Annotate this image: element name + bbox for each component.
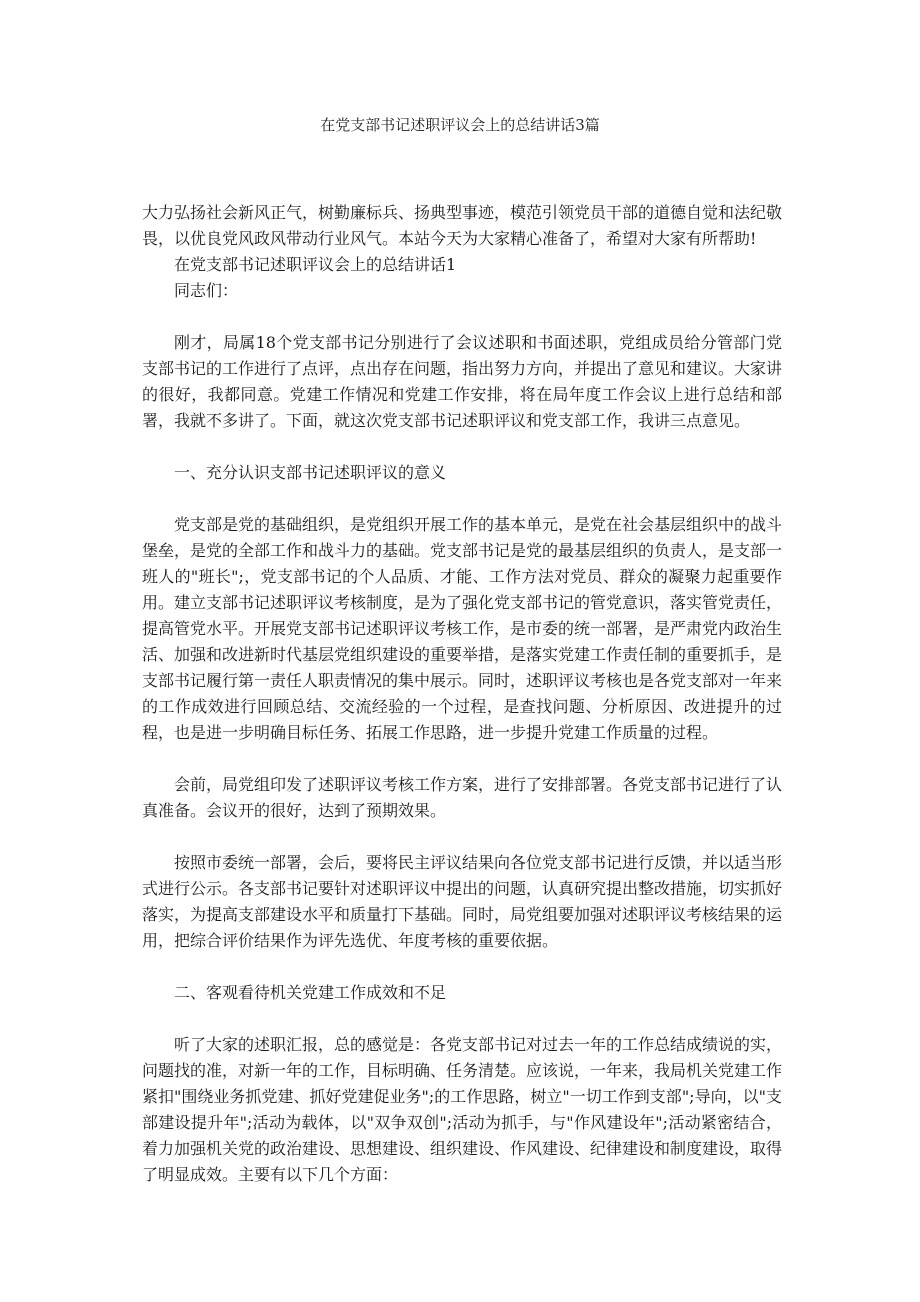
speech-subtitle: 在党支部书记述职评议会上的总结讲话1: [174, 255, 457, 274]
intro-paragraph: 大力弘扬社会新风正气，树勤廉标兵、扬典型事迹，模范引领党员干部的道德自觉和法纪敬畏，以优良党风政风带动行业风气。本站今天为大家精心准备了，希望对大家有所帮助!: [142, 203, 783, 248]
paragraph-followup: 按照市委统一部署，会后，要将民主评议结果向各位党支部书记进行反馈，并以适当形式进行公示。各支部书记要针对述职评议中提出的问题，认真研究提出整改措施，切实抓好落实，为提高支部建设水平和质量打下基础。同时，局党组要加强对述职评议考核结果的运用，把综合评价结果作为评先选优、年度考核的重要依据。: [142, 853, 783, 950]
section-heading-2: 二、客观看待机关党建工作成效和不足: [174, 983, 447, 1002]
paragraph-significance: 党支部是党的基础组织，是党组织开展工作的基本单元，是党在社会基层组织中的战斗堡垒，是党的全部工作和战斗力的基础。党支部书记是党的最基层组织的负责人，是支部一班人的"班长";，党支部书记的个人品质、才能、工作方法对党员、群众的凝聚力起重要作用。建立支部书记述职评议考核制度，是为了强化党支部书记的管党意识，落实管党责任，提高管党水平。开展党支部书记述职评议考核工作，是市委的统一部署，是严肃党内政治生活、加强和改进新时代基层党组织建设的重要举措，是落实党建工作责任制的重要抓手，是支部书记履行第一责任人职责情况的集中展示。同时，述职评议考核也是各党支部对一年来的工作成效进行回顾总结、交流经验的一个过程，是查找问题、分析原因、改进提升的过程，也是进一步明确目标任务、拓展工作思路，进一步提升党建工作质量的过程。: [142, 515, 783, 742]
salutation: 同志们：: [174, 281, 239, 300]
document-title: 在党支部书记述职评议会上的总结讲话3篇: [320, 116, 600, 134]
section-heading-1: 一、充分认识支部书记述职评议的意义: [174, 463, 447, 482]
document-body: [142, 200, 782, 1188]
paragraph-preparation: 会前，局党组印发了述职评议考核工作方案，进行了安排部署。各党支部书记进行了认真准备。会议开的很好，达到了预期效果。: [142, 775, 783, 820]
paragraph-achievements: 听了大家的述职汇报，总的感觉是：各党支部书记对过去一年的工作总结成绩说的实，问题找的准，对新一年的工作，目标明确、任务清楚。应该说，一年来，我局机关党建工作紧扣"围绕业务抓党建、抓好党建促业务";的工作思路，树立"一切工作到支部";导向，以"支部建设提升年";活动为载体，以"双争双创";活动为抓手，与"作风建设年";活动紧密结合，着力加强机关党的政治建设、思想建设、组织建设、作风建设、纪律建设和制度建设，取得了明显成效。主要有以下几个方面：: [142, 1035, 783, 1184]
paragraph-opening: 刚才，局属18个党支部书记分别进行了会议述职和书面述职，党组成员给分管部门党支部书记的工作进行了点评，点出存在问题，指出努力方向，并提出了意见和建议。大家讲的很好，我都同意。党建工作情况和党建工作安排，将在局年度工作会议上进行总结和部署，我就不多讲了。下面，就这次党支部书记述职评议和党支部工作，我讲三点意见。: [142, 333, 783, 430]
